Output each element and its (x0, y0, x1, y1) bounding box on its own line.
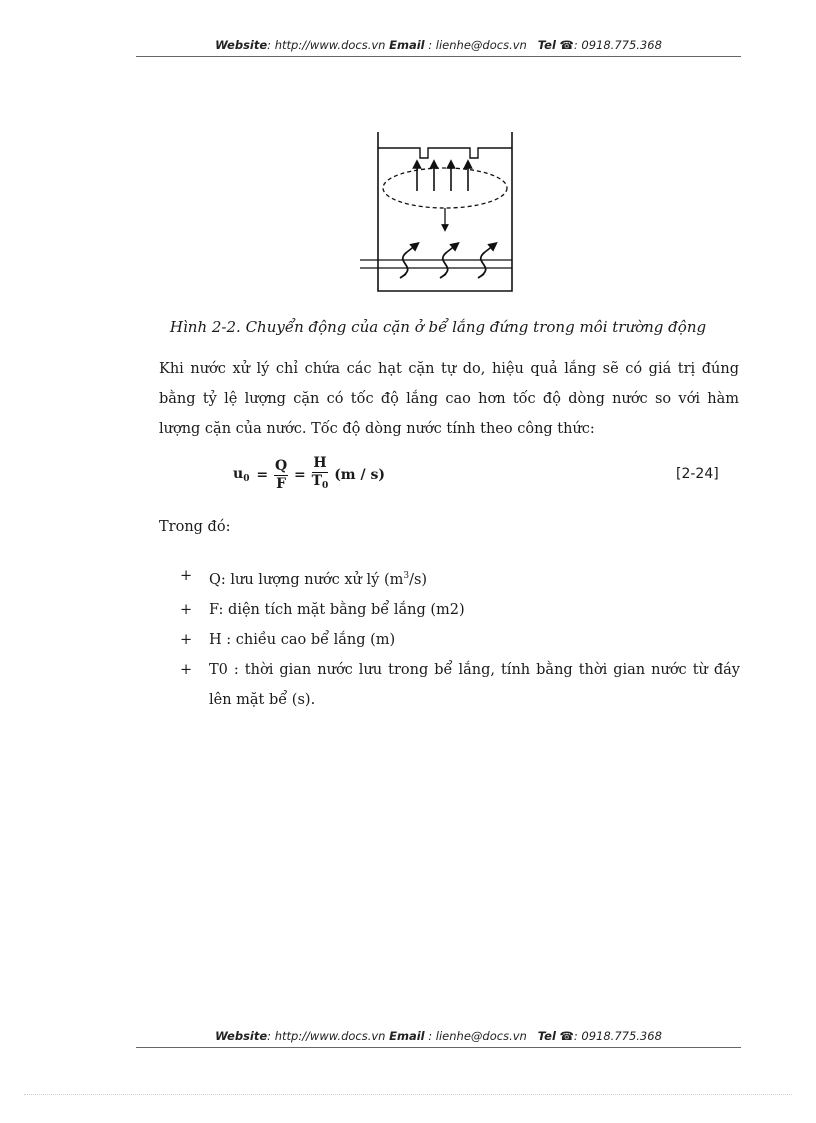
definition-list (180, 561, 740, 715)
list-marker: + (180, 601, 193, 618)
list-marker: + (180, 568, 193, 584)
fraction-h-t (312, 455, 329, 495)
fraction-denominator-sub: 0 (322, 481, 329, 491)
header-rule (136, 56, 741, 57)
list-item: + T0 : thời gian nước lưu trong bể lắng, tính bằng thời gian nước từ đáy lên mặt bể (s). (180, 655, 740, 715)
formula-lhs: u (233, 466, 244, 482)
website-url[interactable]: : http://www.docs.vn (267, 38, 386, 52)
particle-zone (383, 168, 507, 208)
fraction-q-f (274, 458, 288, 493)
page-header (136, 38, 741, 52)
tel-value: : 0918.775.368 (573, 1029, 662, 1043)
equation-number: [2-24] (676, 466, 719, 482)
website-url[interactable]: : http://www.docs.vn (267, 1029, 386, 1043)
email-label: Email (389, 38, 425, 52)
fraction-denominator: F (276, 475, 287, 492)
settling-tank-figure (358, 128, 516, 298)
tel-label: Tel (537, 1029, 556, 1043)
footer-rule (136, 1047, 741, 1048)
list-marker: + (180, 631, 193, 648)
body-paragraph: Khi nước xử lý chỉ chứa các hạt cặn tự do, hiệu quả lắng sẽ có giá trị đúng bằng tỷ lệ lượng cặn có tốc độ lắng cao hơn tốc độ dòng nước so với hàm lượng cặn của nước. Tốc độ dòng nước tính theo công thức: (159, 361, 739, 437)
swirl (400, 252, 408, 278)
fraction-numerator: Q (274, 457, 288, 474)
fraction-numerator: H (313, 455, 327, 471)
list-item: + Q: lưu lượng nước xử lý $(m^3/s)$ (180, 561, 740, 595)
swirl (478, 252, 486, 278)
where-label: Trong đó: (159, 519, 231, 535)
page-footer (136, 1029, 741, 1043)
formula: $u_0$ = $\frac{Q}{F}$ = $\frac{H}{T_0}$ (m / s) (232, 455, 386, 495)
formula-lhs-sub: 0 (243, 474, 250, 484)
website-label: Website (215, 1029, 268, 1043)
list-item: + H : chiều cao bể lắng (m) (180, 625, 740, 655)
tel-label: Tel (537, 38, 556, 52)
list-item: + F: diện tích mặt bằng bể lắng (m2) (180, 595, 740, 625)
email-value[interactable]: : lienhe@docs.vn (424, 38, 527, 52)
tel-value: : 0918.775.368 (573, 38, 662, 52)
list-marker: + (180, 661, 193, 678)
settling-tank-diagram (358, 128, 516, 294)
email-value[interactable]: : lienhe@docs.vn (424, 1029, 527, 1043)
page-edge-divider (24, 1094, 792, 1095)
fraction-denominator: T (311, 473, 323, 489)
phone-icon: ☎ (559, 1029, 574, 1043)
email-label: Email (389, 1029, 425, 1043)
swirl (440, 252, 448, 278)
figure-caption: Hình 2-2. Chuyển động của cặn ở bể lắng đứng trong môi trường động (169, 318, 707, 336)
phone-icon: ☎ (559, 38, 574, 52)
formula-units: (m / s) (334, 467, 385, 483)
website-label: Website (215, 38, 268, 52)
overflow-weir (378, 148, 512, 158)
